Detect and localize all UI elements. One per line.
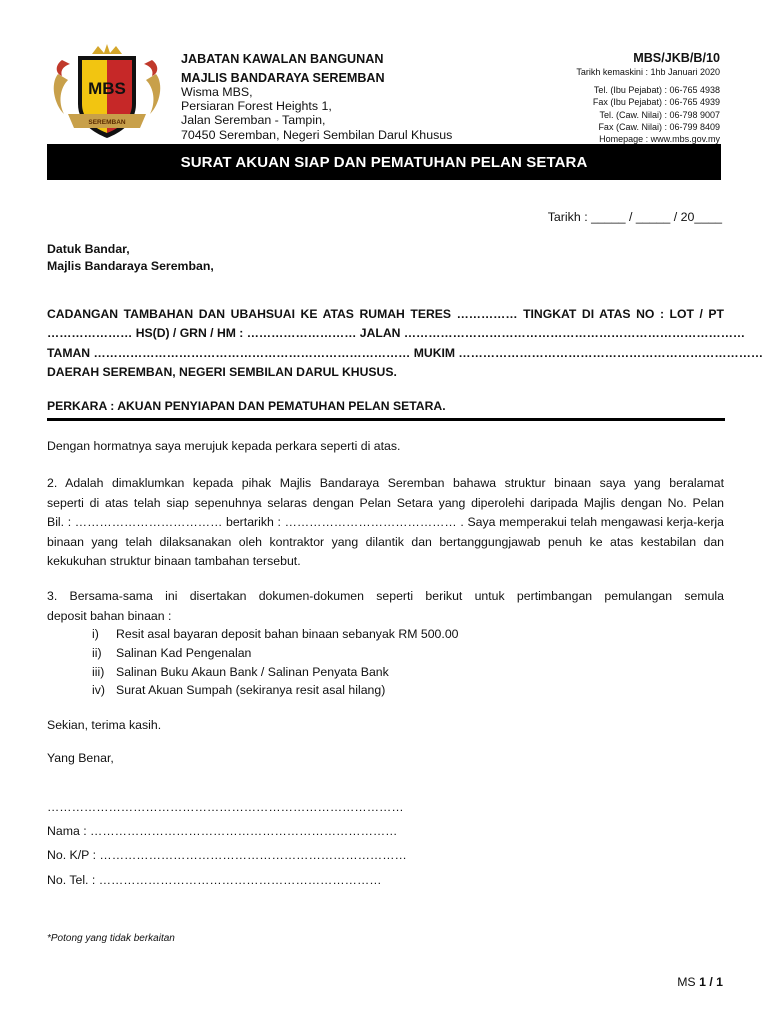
address-line: Wisma MBS,: [181, 85, 253, 99]
heading-divider: [47, 418, 725, 421]
list-item: [92, 663, 459, 682]
subject-line: CADANGAN TAMBAHAN DAN UBAHSUAI KE ATAS RUMAH TERES …………… TINGKAT DI ATAS NO : LOT / PT: [47, 307, 724, 321]
ic-number-field: No. K/P : …………………………………………………………………: [47, 848, 407, 862]
paragraph-line: 2. Adalah dimaklumkan kepada pihak Majlis Bandaraya Seremban bahawa struktur binaan saya yang beralamat: [47, 476, 724, 490]
list-item-number: iii): [92, 664, 105, 679]
yang-benar: Yang Benar,: [47, 751, 114, 765]
address-line: Jalan Seremban - Tampin,: [181, 113, 326, 128]
list-item-text: Resit asal bayaran deposit bahan binaan sebanyak RM 500.00: [116, 627, 459, 641]
list-item-text: Salinan Buku Akaun Bank / Salinan Penyata Bank: [116, 664, 389, 679]
addressee-line: Datuk Bandar,: [47, 242, 130, 256]
footnote: *Potong yang tidak berkaitan: [47, 933, 175, 944]
list-item-number: iv): [92, 683, 105, 698]
contact-line: Fax (Caw. Nilai) : 06-799 8409: [598, 121, 720, 132]
council-address: [181, 85, 452, 142]
council-name: MAJLIS BANDARAYA SEREMBAN: [181, 71, 385, 85]
addressee-line: Majlis Bandaraya Seremban,: [47, 259, 214, 273]
paragraph-2: [47, 474, 724, 572]
paragraph-line: 3. Bersama-sama ini disertakan dokumen-dokumen seperti berikut untuk pertimbangan pemulangan semula: [47, 589, 724, 603]
list-item: [92, 681, 459, 700]
list-item-number: i): [92, 627, 99, 641]
paragraph-line: deposit bahan binaan :: [47, 608, 172, 623]
paragraph-line: seperti di atas telah siap sepenuhnya selaras dengan Pelan Setara yang diperolehi daripada Majlis dengan No. Pelan: [47, 495, 724, 510]
address-line: 70450 Seremban, Negeri Sembilan Darul Khusus: [181, 127, 453, 142]
council-logo: [48, 44, 166, 144]
list-item: [92, 625, 459, 644]
addressee: [47, 241, 214, 275]
department-name: JABATAN KAWALAN BANGUNAN: [181, 52, 384, 66]
subject-block: [47, 305, 764, 382]
paragraph-3: [47, 587, 724, 626]
date-line: Tarikh : _____ / _____ / 20____: [547, 210, 722, 224]
paragraph-1: Dengan hormatnya saya merujuk kepada perkara seperti di atas.: [47, 439, 401, 453]
subject-line: DAERAH SEREMBAN, NEGERI SEMBILAN DARUL KHUSUS.: [47, 364, 397, 379]
contact-line: Tel. (Ibu Pejabat) : 06-765 4938: [593, 85, 720, 95]
list-item-text: Surat Akuan Sumpah (sekiranya resit asal hilang): [116, 683, 386, 698]
page-number: [677, 975, 723, 989]
contact-line: Fax (Ibu Pejabat) : 06-765 4939: [592, 97, 720, 108]
signature-line: ……………………………………………………………………………: [47, 800, 404, 814]
document-list: [92, 625, 459, 700]
department-heading: [181, 50, 385, 88]
name-field: Nama : …………………………………………………………………: [47, 824, 398, 838]
subject-line: ………………… HS(D) / GRN / HM : ……………………… JALAN …………………………………………………………………………: [47, 326, 746, 341]
updated-date: Tarikh kemaskini : 1hb Januari 2020: [576, 67, 720, 77]
page-label: MS: [677, 975, 700, 989]
closing-text: Sekian, terima kasih.: [47, 718, 162, 732]
perkara-heading: PERKARA : AKUAN PENYIAPAN DAN PEMATUHAN PELAN SETARA.: [47, 399, 446, 413]
contact-details: [593, 84, 720, 145]
list-item-text: Salinan Kad Pengenalan: [116, 645, 252, 660]
list-item-number: ii): [92, 645, 102, 660]
contact-line: Homepage : www.mbs.gov.my: [599, 134, 720, 145]
page-count: 1 / 1: [699, 975, 723, 989]
svg-text:MBS: MBS: [88, 79, 126, 98]
paragraph-line: Bil. : ……………………………… bertarikh : …………………………………… . Saya memperakui telah mengawasi kerja-kerja: [47, 515, 724, 529]
form-reference: MBS/JKB/B/10: [633, 51, 720, 65]
address-line: Persiaran Forest Heights 1,: [181, 99, 332, 114]
list-item: [92, 644, 459, 663]
paragraph-line: kekukuhan struktur binaan tambahan tersebut.: [47, 554, 301, 568]
subject-line: TAMAN …………………………………………………………………… MUKIM …………………………………………………………………: [47, 345, 764, 360]
document-title: SURAT AKUAN SIAP DAN PEMATUHAN PELAN SETARA: [47, 144, 721, 180]
contact-line: Tel. (Caw. Nilai) : 06-798 9007: [599, 109, 720, 120]
phone-field: No. Tel. : ……………………………………………………………: [47, 873, 382, 887]
svg-text:SEREMBAN: SEREMBAN: [88, 119, 126, 126]
paragraph-line: binaan yang telah dilaksanakan oleh kontraktor yang dilantik dan bertanggungjawab penuh ke atas kestabilan dan: [47, 534, 724, 549]
